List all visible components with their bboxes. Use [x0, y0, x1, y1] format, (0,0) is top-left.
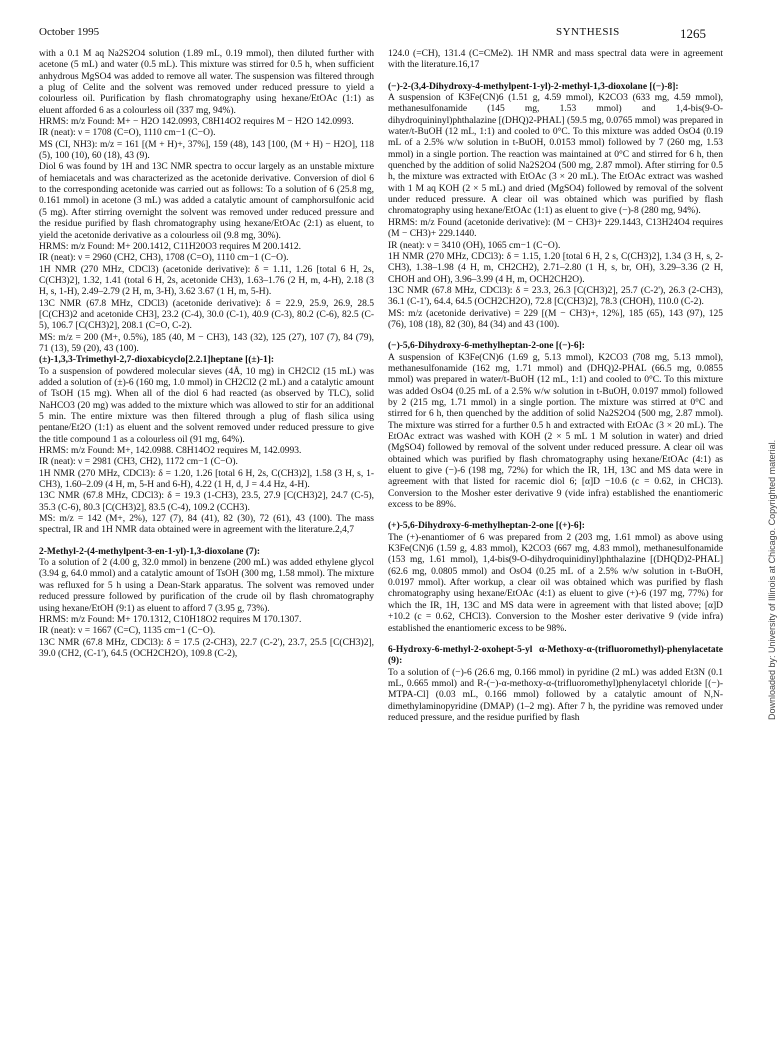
paragraph: HRMS: m/z Found: M+ 200.1412, C11H20O3 requires M 200.1412. — [39, 241, 302, 252]
paragraph: 1H NMR (270 MHz, CDCl3): δ = 1.20, 1.26 [total 6 H, 2s, C(CH3)2], 1.58 (3 H, s, 1-CH3), 1.60–2.09 (4 H, m, 5-H and 6-H), 4.22 (1 H, d, J = 4.4 Hz, 4-H). — [39, 468, 374, 491]
section-heading: 6-Hydroxy-6-methyl-2-oxohept-5-yl α-Methoxy-α-(trifluoromethyl)-phenylacetate (9): — [388, 644, 723, 667]
section-heading: (−)-2-(3,4-Dihydroxy-4-methylpent-1-yl)-2-methyl-1,3-dioxolane [(−)-8]: — [388, 81, 679, 92]
paragraph: IR (neat): ν = 3410 (OH), 1065 cm−1 (C−O). — [388, 240, 561, 251]
paragraph: HRMS: m/z Found: M+, 142.0988. C8H14O2 requires M, 142.0993. — [39, 446, 302, 457]
paragraph: 13C NMR (67.8 MHz, CDCl3) (acetonide derivative): δ = 22.9, 25.9, 26.9, 28.5 [C(CH3)2 and acetonide CH3], 23.2 (C-4), 30.0 (C-1), 40.9 (C-3), 80.2 (C-6), 82.5 (C-5), 106.7 [C(CH3)2], 208.1 (C=O, C-2). — [39, 298, 374, 332]
paragraph: To a solution of 2 (4.00 g, 32.0 mmol) in benzene (200 mL) was added ethylene glycol (3.94 g, 64.0 mmol) and a catalytic amount of TsOH (300 mg, 1.58 mmol). The mixture was refluxed for 5 h using a Dean-Stark apparatus. The solvent was removed under reduced pressure followed by purification of the crude oil by flash chromatography using hexane/EtOH (9:1) as eluent to afford 7 (3.95 g, 73%). — [39, 558, 374, 614]
paragraph: MS: m/z (acetonide derivative) = 229 [(M − CH3)+, 12%], 185 (65), 143 (97), 125 (76), 108 (18), 82 (30), 84 (34) and 43 (100). — [388, 308, 723, 330]
paragraph: To a solution of (−)-6 (26.6 mg, 0.166 mmol) in pyridine (2 mL) was added Et3N (0.1 mL, 0.665 mmol) and R-(−)-α-methoxy-α-(trifluoromethyl)phenylacetyl chloride [(−)-MTPA-Cl] (0.03 mL, 0.166 mmol) followed by a catalytic amount of N,N-dimethylaminopyridine (DMAP) (1–2 mg). After 7 h, the pyridine was removed under reduced pressure, and the residue purified by flash — [388, 667, 723, 723]
running-header-date: October 1995 — [39, 26, 100, 38]
running-header-journal: SYNTHESIS — [556, 26, 620, 38]
paragraph: A suspension of K3Fe(CN)6 (1.69 g, 5.13 mmol), K2CO3 (708 mg, 5.13 mmol), methanesulfonamide (162 mg, 1.71 mmol) and (DHQ)2-PHAL (66.5 mg, 0.0855 mmol) was prepared in water/t-BuOH (12 mL, 1:1) and cooled to 0°C. To this mixture was added OsO4 (0.25 mL of a 2.5% w/w solution in t-BuOH, 0.0197 mmol) followed by 2 (215 mg, 1.71 mmol) in a single portion. The mixture was stirred at 0°C and stirred for 6 h, then quenched by the addition of solid Na2S2O4 (500 mg, 2.87 mmol). The mixture was stirred for a further 0.5 h and extracted with EtOAc (3 × 20 mL). The EtOAc extract was washed with KOH (2 × 5 mL 1 M solution in water) and dried (MgSO4) followed by removal of the solvent under reduced pressure. A clear oil was obtained which was purified by flash chromatography using hexane/EtOAc (4:1) as eluent to give (−)-6 (198 mg, 72%) for which the IR, 1H, 13C and MS data were in agreement with that listed for racemic diol 6; [α]D −10.6 (c = 0.62, in CHCl3). Conversion to the Mosher ester derivative 9 (vide infra) established the enantiomeric excess to be 89%. — [388, 352, 723, 511]
paragraph: HRMS: m/z Found (acetonide derivative): (M − CH3)+ 229.1443, C13H24O4 requires (M − CH3)+ 229.1440. — [388, 217, 723, 240]
paragraph: MS: m/z = 200 (M+, 0.5%), 185 (40, M − CH3), 143 (32), 125 (27), 107 (7), 84 (79), 71 (13), 59 (20), 43 (100). — [39, 332, 374, 354]
section-heading: (±)-1,3,3-Trimethyl-2,7-dioxabicyclo[2.2.1]heptane [(±)-1]: — [39, 355, 275, 366]
paragraph: To a suspension of powdered molecular sieves (4Å, 10 mg) in CH2Cl2 (15 mL) was added a solution of (±)-6 (160 mg, 1.0 mmol) in CH2Cl2 (2 mL) and a catalytic amount of TsOH (15 mg). When all of the diol 6 had reacted (as observed by TLC), solid NaHCO3 (20 mg) was added to the mixture which was allowed to stir for an additional 5 min. The entire mixture was then filtered through a plug of flash silica using pentane/Et2O (1:1) as eluent and the solvent removed under reduced pressure to give the title compound 1 as a colourless oil (91 mg, 64%). — [39, 366, 374, 445]
paragraph: MS: m/z = 142 (M+, 2%), 127 (7), 84 (41), 82 (30), 72 (61), 43 (100). The mass spectral, IR and 1H NMR data obtained were in agreement with the literature.2,4,7 — [39, 514, 374, 536]
paragraph: IR (neat): ν = 1708 (C=O), 1110 cm−1 (C−O). — [39, 128, 216, 139]
paragraph: 13C NMR (67.8 MHz, CDCl3): δ = 19.3 (1-CH3), 23.5, 27.9 [C(CH3)2], 24.7 (C-5), 35.3 (C-6), 80.3 [C(CH3)2], 83.5 (C-4), 109.2 (CCH3). — [39, 491, 374, 513]
paragraph: 1H NMR (270 MHz, CDCl3): δ = 1.15, 1.20 [total 6 H, 2 s, C(CH3)2], 1.34 (3 H, s, 2-CH3), 1.38–1.98 (4 H, m, CH2CH2), 2.71–2.80 (1 H, s, br, OH), 3.29–3.36 (2 H, CHOH and OH), 3.96–3.99 (4 H, m, OCH2CH2O). — [388, 251, 723, 285]
paragraph: with a 0.1 M aq Na2S2O4 solution (1.89 mL, 0.19 mmol), then diluted further with acetone (5 mL) and water (0.5 mL). This mixture was stirred for 0.5 h, when sufficient anhydrous MgSO4 was added to remove all water. The suspension was filtered through a plug of Celite and the solvent was removed under reduced pressure to yield a colourless oil. Purification by flash chromatography using hexane/EtOAc (1:1) as eluent afforded 6 as a colourless oil (337 mg, 94%). — [39, 49, 374, 116]
paragraph: 124.0 (=CH), 131.4 (C=CMe2). 1H NMR and mass spectral data were in agreement with the literature.16,17 — [388, 49, 723, 71]
section-heading: (+)-5,6-Dihydroxy-6-methylheptan-2-one [(+)-6]: — [388, 521, 585, 532]
paragraph: Diol 6 was found by 1H and 13C NMR spectra to occur largely as an unstable mixture of hemiacetals and was characterized as the acetonide derivative. Conversion of diol 6 to the corresponding acetonide was carried out as follows: To a solution of 6 (25.8 mg, 0.161 mmol) in acetone (3 mL) was added a catalytic amount of camphorsulfonic acid (5 mg). After stirring overnight the solvent was removed under reduced pressure and the residue purified by flash chromatography using hexane/EtOAc (2:1) as eluent, to yield the acetonide derivative as a colourless oil (9.8 mg, 30%). — [39, 162, 374, 241]
download-watermark: Downloaded by: University of Illinois at Chicago. Copyrighted material. — [767, 439, 777, 720]
page-number: 1265 — [680, 26, 706, 41]
left-column — [39, 49, 374, 660]
paragraph: 13C NMR (67.8 MHz, CDCl3): δ = 23.3, 26.3 [C(CH3)2], 25.7 (C-2'), 26.3 (2-CH3), 36.1 (C-1'), 64.4, 64.5 (OCH2CH2O), 72.8 [C(CH3)2], 78.3 (CHOH), 110.0 (C-2). — [388, 285, 723, 308]
section-heading: (−)-5,6-Dihydroxy-6-methylheptan-2-one [(−)-6]: — [388, 341, 585, 352]
paragraph: A suspension of K3Fe(CN)6 (1.51 g, 4.59 mmol), K2CO3 (633 mg, 4.59 mmol), methanesulfonamide (145 mg, 1.53 mmol) and 1,4-bis(9-O-dihydroquininyl)phthalazine [(DHQ)2-PHAL] (59.5 mg, 0.0765 mmol) was prepared in water/t-BuOH (12 mL, 1:1) and cooled to 0°C. To this mixture was added OsO4 (0.19 mL of a 2.5% w/w solution in t-BuOH, 0.0153 mmol) followed by 7 (260 mg, 1.53 mmol) in a single portion. The reaction was maintained at 0°C and stirred for 6 h, then quenched by the addition of solid Na2S2O4 (500 mg, 2.87 mmol). After stirring for 0.5 h, the mixture was extracted with EtOAc (3 × 20 mL). The EtOAc extract was washed with 1 M aq KOH (2 × 5 mL) and dried (MgSO4) followed by removal of the solvent under reduced pressure. A clear oil was obtained which was purified by flash chromatography using hexane/EtOAc (1:1) as eluent to give (−)-8 (280 mg, 94%). — [388, 93, 723, 217]
paragraph: HRMS: m/z Found: M+ 170.1312, C10H18O2 requires M 170.1307. — [39, 614, 302, 625]
paragraph: 1H NMR (270 MHz, CDCl3) (acetonide derivative): δ = 1.11, 1.26 [total 6 H, 2s, C(CH3)2], 1.32, 1.41 (total 6 H, 2s, acetonide CH3), 1.63–1.76 (2 H, m, 4-H), 2.18 (3 H, s, 1-H), 2.49–2.79 (2 H, m, 3-H), 3.62 3.67 (1 H, m, 5-H). — [39, 264, 374, 298]
section-heading: 2-Methyl-2-(4-methylpent-3-en-1-yl)-1,3-dioxolane (7): — [39, 546, 261, 557]
paragraph: The (+)-enantiomer of 6 was prepared from 2 (203 mg, 1.61 mmol) as above using K3Fe(CN)6 (1.59 g, 4.83 mmol), K2CO3 (667 mg, 4.83 mmol), methanesulfonamide (153 mg, 1.61 mmol), 1,4-bis(9-O-dihydroquinidinyl)phthalazine [(DHQD)2-PHAL] (62.6 mg, 0.0805 mmol) and OsO4 (0.25 mL of a 2.5% w/w solution in t-BuOH, 0.0197 mmol). After workup, a clear oil was obtained which was purified by flash chromatography using hexane/EtOAc (4:1) as eluent to give (+)-6 (197 mg, 77%) for which the IR, 1H, 13C and MS data were in agreement with that listed above; [α]D +10.2 (c = 0.62, CHCl3). Conversion to the Mosher ester derivative 9 (vide infra) established the enantiomeric excess to be 98%. — [388, 532, 723, 634]
paragraph: MS (CI, NH3): m/z = 161 [(M + H)+, 37%], 159 (48), 143 [100, (M + H) − H2O], 118 (5), 100 (10), 60 (18), 43 (9). — [39, 139, 374, 162]
paragraph: HRMS: m/z Found: M+ − H2O 142.0993, C8H14O2 requires M − H2O 142.0993. — [39, 117, 354, 128]
right-column — [388, 49, 723, 724]
paragraph: 13C NMR (67.8 MHz, CDCl3): δ = 17.5 (2-CH3), 22.7 (C-2'), 23.7, 25.5 [C(CH3)2], 39.0 (CH2, (C-1'), 64.5 (OCH2CH2O), 109.8 (C-2), — [39, 637, 374, 659]
paragraph: IR (neat): ν = 1667 (C=C), 1135 cm−1 (C−O). — [39, 626, 216, 637]
paragraph: IR (neat): ν = 2981 (CH3, CH2), 1172 cm−1 (C−O). — [39, 457, 238, 468]
paragraph: IR (neat): ν = 2960 (CH2, CH3), 1708 (C=O), 1110 cm−1 (C−O). — [39, 253, 289, 264]
